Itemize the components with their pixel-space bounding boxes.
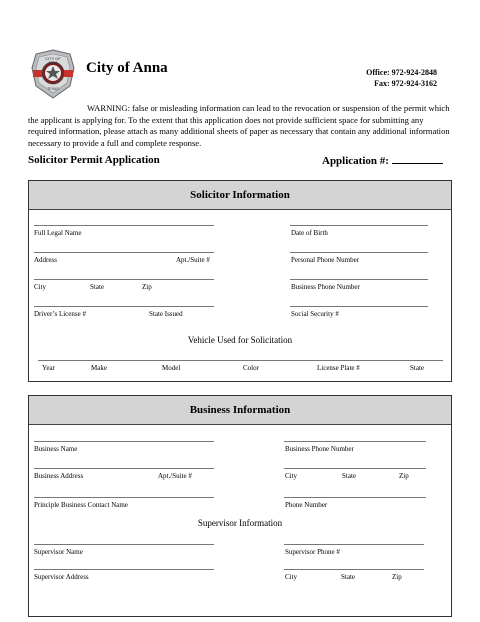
business-apt-label: Apt./Suite # (158, 472, 192, 480)
business-address-label: Business Address (34, 472, 84, 480)
city-badge-logo (30, 48, 76, 100)
svg-text:CITY OF: CITY OF (45, 56, 61, 61)
business-phone-line[interactable] (290, 279, 428, 280)
vehicle-state-label: State (410, 364, 424, 372)
state-label: State (90, 283, 104, 291)
solicitor-section (28, 180, 452, 382)
full-name-line[interactable] (34, 225, 214, 226)
business-name-label: Business Name (34, 445, 78, 453)
business-phone-label-2: Business Phone Number (285, 445, 354, 453)
ssn-line[interactable] (290, 306, 428, 307)
address-label: Address (34, 256, 57, 264)
business-state-label: State (342, 472, 356, 480)
supervisor-state-label: State (341, 573, 355, 581)
state-issued-label: State Issued (149, 310, 183, 318)
principle-contact-label: Principle Business Contact Name (34, 501, 128, 509)
city-label: City (34, 283, 47, 291)
principle-contact-line[interactable] (34, 497, 214, 498)
zip-label: Zip (142, 283, 152, 291)
supervisor-phone-line[interactable] (284, 544, 424, 545)
dob-line[interactable] (290, 225, 428, 226)
dob-label: Date of Birth (291, 229, 328, 237)
svg-text:ANNA: ANNA (48, 61, 58, 65)
year-label: Year (42, 364, 55, 372)
supervisor-city-label: City (285, 573, 298, 581)
supervisor-zip-label: Zip (392, 573, 402, 581)
ssn-label: Social Security # (291, 310, 339, 318)
business-city-line[interactable] (284, 468, 426, 469)
business-phone-label: Business Phone Number (291, 283, 360, 291)
personal-phone-line[interactable] (290, 252, 428, 253)
fax-number: Fax: 972-924-3162 (374, 79, 437, 88)
office-phone: Office: 972-924-2848 (366, 68, 437, 77)
warning-text: WARNING: false or misleading information can lead to the revocation or suspension of the permit which the applicant is applying for. To the extent that this application does not provide sufficient space for submitting any required information, please attach as many additional sheets of paper as necessary that contain any additional information necessary to provide a full and complete response. (28, 103, 450, 148)
personal-phone-label: Personal Phone Number (291, 256, 360, 264)
dl-label: Driver’s License # (34, 310, 86, 318)
business-name-line[interactable] (34, 441, 214, 442)
model-label: Model (162, 364, 181, 372)
dl-line[interactable] (34, 306, 214, 307)
application-number-blank[interactable] (392, 154, 443, 164)
application-number-text: Application #: (322, 155, 389, 167)
solicitor-heading: Solicitor Information (29, 181, 451, 210)
city-line[interactable] (34, 279, 214, 280)
make-label: Make (91, 364, 107, 372)
supervisor-address-line[interactable] (34, 569, 214, 570)
supervisor-name-label: Supervisor Name (34, 548, 83, 556)
form-title: Solicitor Permit Application (28, 154, 160, 166)
apt-label: Apt./Suite # (176, 256, 210, 264)
phone-number-line[interactable] (284, 497, 426, 498)
full-name-label: Full Legal Name (34, 229, 82, 237)
address-line[interactable] (34, 252, 214, 253)
supervisor-city-line[interactable] (284, 569, 424, 570)
svg-text:TEXAS: TEXAS (47, 87, 59, 91)
supervisor-phone-label: Supervisor Phone # (285, 548, 340, 556)
application-number-label (322, 154, 443, 167)
business-zip-label: Zip (399, 472, 409, 480)
supervisor-heading: Supervisor Information (197, 518, 283, 528)
business-city-label: City (285, 472, 298, 480)
vehicle-heading: Vehicle Used for Solicitation (187, 335, 293, 345)
color-label: Color (243, 364, 259, 372)
business-address-line[interactable] (34, 468, 214, 469)
supervisor-address-label: Supervisor Address (34, 573, 89, 581)
vehicle-line[interactable] (38, 360, 443, 361)
business-phone-line-2[interactable] (284, 441, 426, 442)
city-name: City of Anna (86, 60, 168, 76)
plate-label: License Plate # (317, 364, 360, 372)
phone-number-label: Phone Number (285, 501, 328, 509)
business-heading: Business Information (29, 396, 451, 425)
supervisor-name-line[interactable] (34, 544, 214, 545)
